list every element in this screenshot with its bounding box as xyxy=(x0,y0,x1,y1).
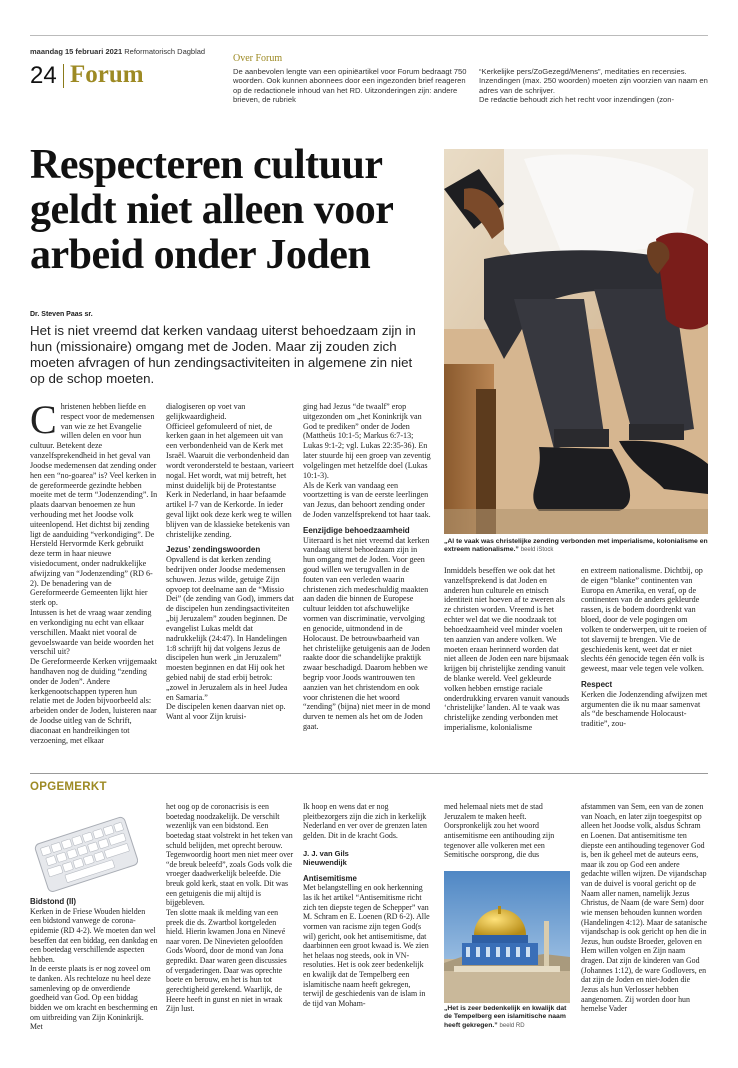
photo-caption-text: „Al te vaak was christelijke zending verbonden met imperialisme, kolonialisme en extreem nationalisme.” xyxy=(444,538,708,554)
article-column-2-text: dialogiseren op voet van gelijkwaardigheid. Officieel gefomuleerd of niet, de kerken gaan in het algemeen uit van een verbondenheid van de Kerk met Israël. Waaruit die verbondenheid dan wordt verondersteld te bestaan, varieert nogal. Het wordt, wat mij betreft, het minst duidelijk bij de Protestantse Kerk in Nederland, in haar befaamde artikel I-7 van de Kerkorde. In ieder geval lijkt ook deze kerk weg te willen blijven van de klassieke betekenis van christelijke zending. xyxy=(166,402,294,539)
opgemerkt-column-3-text-b: Met belangstelling en ook herkenning las ik het artikel “Antisemitisme richt zich ten diepste tegen de Schepper” van M. Schram en E. Loenen (RD 6-2). Alle vormen van racisme zijn tegen God(s wil) gericht, ook het antisemitisme, dat daarbinnen een groot kwaad is. We zien het helaas nog steeds, ook in VN-resoluties. Het is ook zeer bedenkelijk en kwalijk dat de Tempelberg een islamitische naam heeft gekregen, terwijl de geschiedenis van de islam in de tijd van Moham- xyxy=(303,883,430,1008)
top-rule xyxy=(30,35,708,36)
over-forum-text-1: De aanbevolen lengte van een opiniëartikel voor Forum bedraagt 750 woorden. Ook kunnen abonnees door een ingezonden brief reageren op de redactionele inhoud van het RD. Uitzonderingen zijn: andere brieven, de rubriek xyxy=(233,67,467,104)
article-column-1-text: hristenen hebben liefde en respect voor de medemensen van wie ze het Evangelie willen delen en voor hun cultuur. Betekent deze vanzelfsprekendheid in het geval van Joodse medemensen dat zending onder hen een “no-goarea” is? Veel kerken in de gereformeerde gezindte hebben moeite met de term “Jodenzending”. In plaats daarvan benoemen ze hun verhouding met het Joodse volk uiteenlopend. Het dichtst bij zending ligt de aanduiding “verkondiging”. De Hersteld Hervormde Kerk gebruikt deze term in haar nieuwe visiedocument, onder nadrukkelijke afwijzing van “Jodenzending” (RD 6-2). De benadering van de Gereformeerde Gemeenten lijkt hier sterk op. Intussen is het de vraag waar zending en verkondiging nu echt van elkaar verschillen. Maakt niet vooral de gevoelswaarde van beide woorden het verschil uit? De Gereformeerde Kerken vrijgemaakt handhaven nog de duiding “zending onder de Joden”. Andere kerkgenootschappen typeren hun relatie met de Joden bijvoorbeeld als: arbeiden onder de Joden, luisteren naar de Joodse uitleg van de Schrift, diaconaat en handreikingen tot verzoening, met elkaar xyxy=(30,402,158,745)
signature-name: J. J. van Gils xyxy=(303,848,349,858)
subheading-respect: Respect xyxy=(581,679,613,689)
dome-caption-text: „Het is zeer bedenkelijk en kwalijk dat de Tempelberg een islamitische naam heeft gekregen.” xyxy=(444,1005,567,1029)
opgemerkt-column-1 xyxy=(30,897,158,1032)
over-forum-text-2: “Kerkelijke pers/ZoGezegd/Menens”, meditaties en recensies. Inzendingen (max. 250 woorden) moeten zijn voorzien van naam en adres van de schrijver. De redactie behoudt zich het recht voor inzendingen (zon- xyxy=(479,67,708,104)
opgemerkt-title: OPGEMERKT xyxy=(30,781,107,793)
dome-of-the-rock-photo xyxy=(444,871,570,1003)
article-column-3 xyxy=(303,402,431,732)
article-column-5-text-b: Kerken die Jodenzending afwijzen met argumenten die ik nu maar samenvat als “de beschamende Holocaust-traditie”, zou- xyxy=(581,689,708,729)
article-column-4: Inmiddels beseffen we ook dat het vanzelfsprekend is dat Joden en anderen hun culturele en etnisch identiteit niet hoeven af te zweren als ze christen worden. Vreemd is het echter wel dat we die noodzaak tot behoedzaamheid veel minder voelen ten aanzien van andere volken. We moeten eraan herinnerd worden dat niet alleen de Joden een nare bijsmaak krijgen bij christelijke zending vanuit de blanke wereld. Veel gekleurde volken hebben ernstige raciale onderdrukking ervaren vanuit vanouds ‘christelijke’ landen. Al te vaak was christelijke zending verbonden met imperialisme, kolonialisme xyxy=(444,566,570,732)
paper-name: Reformatorisch Dagblad xyxy=(124,47,206,56)
article-column-2-text-b: Opvallend is dat kerken zending bedrijven onder Joodse medemensen schuwen. Jezus wilde, getuige Zijn opvoep tot deelname aan de “Missio Dei” (de zending van God), immers dat de discipelen hun zendingsactiviteiten „bij Jeruzalem” zouden beginnen. De evangelist Lukas meldt dat nadrukkelijk (24:47). In Handelingen 1:8 schrijft hij dat volgens Jezus de discipelen hun werk „in Jeruzalem” moesten beginnen en dat Hij ook het gebied nabij de stad erbij betrok: „zowel in Jeruzalem als in heel Judea en Samaria.” De discipelen kenen daarvan niet op. Want al voor Zijn kruisi- xyxy=(166,555,294,722)
opgemerkt-column-3-text: Ik hoop en wens dat er nog pleitbezorgers zijn die zich in kerkelijk Nederland en ver over de grenzen laten gelden. Dit in de kracht Gods. xyxy=(303,802,427,840)
article-column-5 xyxy=(581,566,709,729)
section-title: Forum xyxy=(70,61,144,88)
article-column-3-text-b: Uiteraard is het niet vreemd dat kerken vandaag uiterst behoedzaam zijn in hun omgang met de Joden. Voor geen goud willen we terugvallen in de fouten van een verleden waarin christenen zich medeschuldig maakten aan daden die binnen de Europese cultuur leidden tot afschuwelijke vormen van discriminatie, vervolging en genocide, uitmondend in de Holocaust. De betrouwbaarheid van het christelijke getuigenis aan de Joden raakte door die schandelijke praktijk zwaar beschadigd. Daarom hebben we begrip voor Joods wantrouwen ten aanzien van het christendom en ook voor christenen die het woord “zending” (bijna) niet meer in de mond durven te nemen als het om de Joden gaat. xyxy=(303,535,431,731)
subheading-eenzijdige-behoedzaamheid: Eenzijdige behoedzaamheid xyxy=(303,525,410,535)
opgemerkt-rule xyxy=(30,773,708,774)
subheading-antisemitisme: Antisemitisme xyxy=(303,873,357,883)
drop-cap: C xyxy=(30,397,57,442)
dome-photo-caption xyxy=(444,1005,572,1030)
subheading-jezus-zendingswoorden: Jezus’ zendingswoorden xyxy=(166,545,261,555)
article-photo xyxy=(444,149,708,534)
date: maandag 15 februari 2021 xyxy=(30,47,123,56)
dome-photo-credit: beeld RD xyxy=(499,1022,525,1029)
opgemerkt-column-4: med helemaal niets met de stad Jeruzalem te maken heeft. Oorspronkelijk zou het woord antisemitisme een antihouding zijn tegenover alle volkeren met een Semitische oorsprong, die dus xyxy=(444,802,555,860)
article-lead: Het is niet vreemd dat kerken vandaag uiterst behoedzaam zijn in hun (missionaire) omgang met de Joden. Maar zij zouden zich moeten afvragen of hun zendingsactiviteiten in algemene zin niet op de schop moeten. xyxy=(30,323,416,386)
opgemerkt-column-5: afstammen van Sem, een van de zonen van Noach, en later zijn toegespitst op alleen het Joodse volk, alsdus Schram en Loenen. Dat antisemitisme ten diepste een antihouding tegenover God is, ben ik geheel met de auteurs eens, maar ik zou op God een andere gedachte willen wijzen. De vijandschap van de duivel is vooral gericht op de Naam aller namen, namelijk Jezus Christus, de Naam (de ware Sem) door wie mensen behouden kunnen worden (Handelingen 4:12). Maar de satanische vijandschap is ook gericht op hen die in Jezus, hun oudste Broeder, geloven en Hem willen volgen en Zijn naam dragen. Dat zijn de kinderen van God (Johannes 1:12), de ware Godlovers, en dat zijn de Joden en niet-Joden die Jezus als hun Verlosser hebben aangenomen. Zij worden door hun hemelse Vader xyxy=(581,802,707,1014)
article-headline: Respecteren cultuur geldt niet alleen voor arbeid onder Joden xyxy=(30,142,393,278)
opgemerkt-column-1-text: Kerken in de Friese Wouden hielden een bidstond vanwege de corona-epidemie (RD 4-2). We moeten dan wel beseffen dat een biddag, een dankdag en een boetedag verschillende aspecten hebben. In de eerste plaats is er nog zoveel om te danken. Als rechteloze nu heel deze samenleving op de onverdiende goedheid van God. Op een biddag bidden we om kracht en bescherming en om uitbreiding van Zijn Koninkrijk. Met xyxy=(30,906,158,1032)
signature-place: Nieuwendijk xyxy=(303,858,347,868)
dateline xyxy=(30,47,205,56)
keyboard-illustration xyxy=(30,806,138,894)
photo-credit: beeld iStock xyxy=(520,547,554,554)
article-column-5-text: en extreem nationalisme. Dichtbij, op de eigen “blanke” continenten van Europa en Amerika, en veraf, op de continenten van de anders gekleurde rassen, is de bodem doordrenkt van bloed, door de vele pogingen om volken te onderwerpen, uit te roeien of tot slavernij te brengen. Vie de geschiedenis kent, weet dat er niet slechts één genocide tegen één volk is geweest, maar vele tegen vele volken. xyxy=(581,566,707,674)
opgemerkt-column-2: het oog op de coronacrisis is een boetedag noodzakelijk. De verschilt wezenlijk van een bidstond. Een boetedag staat volstrekt in het teken van schuld belijden, met oprecht berouw. Tegenwoordig hoort men niet meer over “de breuk beleefd”, zoals Gods volk die vroeger daadwerkelijk beleefde. Die breuk gold kerk, staat en volk. Dit was een getuigenis die mij altijd is bijgebleven. Ten slotte maak ik melding van een preek die ds. Zwartbol kortgeleden hield. Hierin kwamen Jona en Ninevé naar voren. De Ninevieten geloofden Gods Woord, door de mond van Jona gepredikt. Daar waren geen discussies of vergaderingen. Daar was oprechte boete en berouw, en het is hun tot gerechtigheid gerekend. Waarlijk, de Heere heeft in gunst en niet in wraak Zijn lust. xyxy=(166,802,294,1014)
article-column-2 xyxy=(166,402,294,722)
byline: Dr. Steven Paas sr. xyxy=(30,311,93,318)
over-forum-title: Over Forum xyxy=(233,53,283,64)
page-number-divider xyxy=(63,64,64,88)
subheading-bidstond: Bidstond (II) xyxy=(30,897,77,906)
page-number: 24 xyxy=(30,62,57,89)
article-column-3-text: ging had Jezus “de twaalf” erop uitgezonden om „het Koninkrijk van God te prediken” onder de Joden (Mattheüs 10:1-5; Markus 6:7-13; Lukas 9:1-2; vgl. Lukas 22:35-36). En later stuurde hij een groep van zeventig volgelingen met hetzelfde doel (Lukas 10:1-3). Als de Kerk van vandaag een voortzetting is van de eerste leerlingen van Jezus, dan behoort zending onder de Joden vanzelfsprekend tot haar taak. xyxy=(303,402,431,519)
photo-caption xyxy=(444,538,708,555)
opgemerkt-column-3 xyxy=(303,802,431,1009)
article-column-1 xyxy=(30,397,158,745)
